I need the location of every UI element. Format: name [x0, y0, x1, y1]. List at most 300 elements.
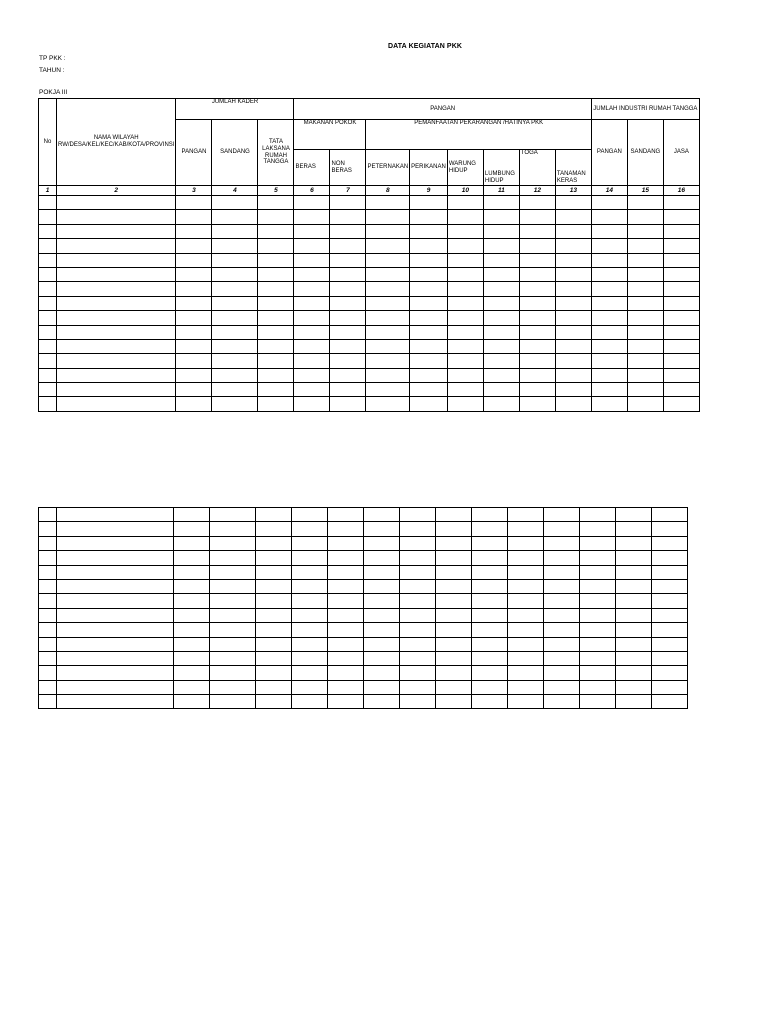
table-cell[interactable]	[57, 325, 176, 339]
table-cell[interactable]	[330, 397, 366, 411]
table-cell[interactable]	[627, 253, 663, 267]
table-cell[interactable]	[258, 368, 294, 382]
table-cell[interactable]	[555, 196, 591, 210]
table-cell[interactable]	[472, 551, 508, 565]
table-cell[interactable]	[292, 508, 328, 522]
table-cell[interactable]	[258, 354, 294, 368]
table-cell[interactable]	[258, 239, 294, 253]
table-cell[interactable]	[366, 383, 410, 397]
table-cell[interactable]	[616, 551, 652, 565]
table-cell[interactable]	[472, 637, 508, 651]
table-cell[interactable]	[627, 224, 663, 238]
table-cell[interactable]	[483, 383, 519, 397]
table-cell[interactable]	[292, 695, 328, 709]
table-cell[interactable]	[447, 296, 483, 310]
table-cell[interactable]	[292, 608, 328, 622]
table-cell[interactable]	[39, 508, 57, 522]
table-cell[interactable]	[436, 536, 472, 550]
table-cell[interactable]	[57, 383, 176, 397]
table-cell[interactable]	[39, 579, 57, 593]
table-cell[interactable]	[616, 637, 652, 651]
table-cell[interactable]	[212, 296, 258, 310]
table-cell[interactable]	[174, 565, 210, 579]
table-cell[interactable]	[176, 224, 212, 238]
table-cell[interactable]	[508, 594, 544, 608]
table-cell[interactable]	[366, 296, 410, 310]
table-cell[interactable]	[256, 695, 292, 709]
table-cell[interactable]	[555, 296, 591, 310]
table-cell[interactable]	[663, 325, 699, 339]
table-cell[interactable]	[176, 354, 212, 368]
table-cell[interactable]	[176, 296, 212, 310]
table-cell[interactable]	[57, 397, 176, 411]
table-cell[interactable]	[483, 267, 519, 281]
table-cell[interactable]	[210, 651, 256, 665]
table-cell[interactable]	[330, 282, 366, 296]
table-cell[interactable]	[436, 565, 472, 579]
table-cell[interactable]	[330, 368, 366, 382]
table-cell[interactable]	[663, 368, 699, 382]
table-cell[interactable]	[436, 666, 472, 680]
table-cell[interactable]	[616, 522, 652, 536]
table-cell[interactable]	[366, 282, 410, 296]
table-cell[interactable]	[580, 637, 616, 651]
table-cell[interactable]	[39, 565, 57, 579]
table-cell[interactable]	[57, 267, 176, 281]
table-cell[interactable]	[39, 311, 57, 325]
table-cell[interactable]	[580, 666, 616, 680]
table-cell[interactable]	[410, 354, 448, 368]
table-cell[interactable]	[292, 651, 328, 665]
table-cell[interactable]	[410, 196, 448, 210]
table-cell[interactable]	[400, 522, 436, 536]
table-cell[interactable]	[330, 267, 366, 281]
table-cell[interactable]	[174, 608, 210, 622]
table-cell[interactable]	[519, 397, 555, 411]
table-cell[interactable]	[210, 565, 256, 579]
table-cell[interactable]	[212, 354, 258, 368]
table-cell[interactable]	[483, 397, 519, 411]
table-cell[interactable]	[294, 196, 330, 210]
table-cell[interactable]	[258, 267, 294, 281]
table-cell[interactable]	[519, 354, 555, 368]
table-cell[interactable]	[447, 325, 483, 339]
table-cell[interactable]	[174, 551, 210, 565]
table-cell[interactable]	[330, 224, 366, 238]
table-cell[interactable]	[483, 224, 519, 238]
table-cell[interactable]	[328, 522, 364, 536]
table-cell[interactable]	[447, 239, 483, 253]
table-cell[interactable]	[591, 397, 627, 411]
table-cell[interactable]	[436, 680, 472, 694]
table-cell[interactable]	[627, 354, 663, 368]
table-cell[interactable]	[210, 536, 256, 550]
table-cell[interactable]	[212, 210, 258, 224]
table-cell[interactable]	[580, 579, 616, 593]
table-cell[interactable]	[364, 522, 400, 536]
table-cell[interactable]	[544, 565, 580, 579]
table-cell[interactable]	[436, 594, 472, 608]
table-cell[interactable]	[544, 680, 580, 694]
table-cell[interactable]	[591, 311, 627, 325]
table-cell[interactable]	[436, 651, 472, 665]
table-cell[interactable]	[616, 608, 652, 622]
table-cell[interactable]	[652, 594, 688, 608]
table-cell[interactable]	[292, 551, 328, 565]
table-cell[interactable]	[410, 383, 448, 397]
table-cell[interactable]	[174, 666, 210, 680]
table-cell[interactable]	[212, 239, 258, 253]
table-cell[interactable]	[410, 239, 448, 253]
table-cell[interactable]	[294, 325, 330, 339]
table-cell[interactable]	[627, 296, 663, 310]
table-cell[interactable]	[436, 522, 472, 536]
table-cell[interactable]	[483, 210, 519, 224]
table-cell[interactable]	[39, 680, 57, 694]
table-cell[interactable]	[410, 368, 448, 382]
table-cell[interactable]	[544, 594, 580, 608]
table-cell[interactable]	[292, 666, 328, 680]
table-cell[interactable]	[258, 210, 294, 224]
table-cell[interactable]	[663, 224, 699, 238]
table-cell[interactable]	[364, 608, 400, 622]
table-cell[interactable]	[258, 224, 294, 238]
table-cell[interactable]	[400, 623, 436, 637]
table-cell[interactable]	[176, 282, 212, 296]
table-cell[interactable]	[57, 210, 176, 224]
table-cell[interactable]	[294, 368, 330, 382]
table-cell[interactable]	[57, 508, 174, 522]
table-cell[interactable]	[212, 383, 258, 397]
table-cell[interactable]	[366, 210, 410, 224]
table-cell[interactable]	[447, 210, 483, 224]
table-cell[interactable]	[176, 311, 212, 325]
table-cell[interactable]	[174, 594, 210, 608]
table-cell[interactable]	[400, 637, 436, 651]
table-cell[interactable]	[627, 383, 663, 397]
table-cell[interactable]	[663, 267, 699, 281]
table-cell[interactable]	[212, 196, 258, 210]
table-cell[interactable]	[292, 536, 328, 550]
table-cell[interactable]	[410, 339, 448, 353]
table-cell[interactable]	[663, 282, 699, 296]
table-cell[interactable]	[57, 339, 176, 353]
table-cell[interactable]	[258, 311, 294, 325]
table-cell[interactable]	[256, 508, 292, 522]
table-cell[interactable]	[580, 695, 616, 709]
table-cell[interactable]	[627, 339, 663, 353]
table-cell[interactable]	[616, 579, 652, 593]
table-cell[interactable]	[555, 267, 591, 281]
table-cell[interactable]	[364, 508, 400, 522]
table-cell[interactable]	[292, 565, 328, 579]
table-cell[interactable]	[366, 397, 410, 411]
table-cell[interactable]	[258, 397, 294, 411]
table-cell[interactable]	[400, 695, 436, 709]
table-cell[interactable]	[176, 267, 212, 281]
table-cell[interactable]	[663, 339, 699, 353]
table-cell[interactable]	[519, 267, 555, 281]
table-cell[interactable]	[544, 551, 580, 565]
table-cell[interactable]	[447, 311, 483, 325]
table-cell[interactable]	[39, 239, 57, 253]
table-cell[interactable]	[652, 637, 688, 651]
table-cell[interactable]	[176, 325, 212, 339]
table-cell[interactable]	[364, 551, 400, 565]
table-cell[interactable]	[663, 383, 699, 397]
table-cell[interactable]	[472, 666, 508, 680]
table-cell[interactable]	[555, 282, 591, 296]
table-cell[interactable]	[519, 383, 555, 397]
table-cell[interactable]	[292, 522, 328, 536]
table-cell[interactable]	[328, 695, 364, 709]
table-cell[interactable]	[519, 282, 555, 296]
table-cell[interactable]	[174, 508, 210, 522]
table-cell[interactable]	[210, 680, 256, 694]
table-cell[interactable]	[447, 383, 483, 397]
table-cell[interactable]	[627, 368, 663, 382]
table-cell[interactable]	[258, 296, 294, 310]
table-cell[interactable]	[436, 579, 472, 593]
table-cell[interactable]	[519, 253, 555, 267]
table-cell[interactable]	[555, 239, 591, 253]
table-cell[interactable]	[508, 565, 544, 579]
table-cell[interactable]	[483, 239, 519, 253]
table-cell[interactable]	[591, 210, 627, 224]
table-cell[interactable]	[652, 536, 688, 550]
table-cell[interactable]	[652, 608, 688, 622]
table-cell[interactable]	[663, 196, 699, 210]
table-cell[interactable]	[366, 253, 410, 267]
table-cell[interactable]	[39, 224, 57, 238]
table-cell[interactable]	[616, 594, 652, 608]
table-cell[interactable]	[400, 651, 436, 665]
table-cell[interactable]	[366, 224, 410, 238]
table-cell[interactable]	[410, 397, 448, 411]
table-cell[interactable]	[57, 551, 174, 565]
table-cell[interactable]	[364, 695, 400, 709]
table-cell[interactable]	[57, 224, 176, 238]
table-cell[interactable]	[616, 680, 652, 694]
table-cell[interactable]	[555, 368, 591, 382]
table-cell[interactable]	[174, 637, 210, 651]
table-cell[interactable]	[57, 637, 174, 651]
table-cell[interactable]	[616, 666, 652, 680]
table-cell[interactable]	[366, 311, 410, 325]
table-cell[interactable]	[400, 508, 436, 522]
table-cell[interactable]	[39, 522, 57, 536]
table-cell[interactable]	[519, 368, 555, 382]
table-cell[interactable]	[258, 325, 294, 339]
table-cell[interactable]	[472, 680, 508, 694]
table-cell[interactable]	[330, 239, 366, 253]
table-cell[interactable]	[519, 296, 555, 310]
table-cell[interactable]	[663, 239, 699, 253]
table-cell[interactable]	[652, 666, 688, 680]
table-cell[interactable]	[410, 311, 448, 325]
table-cell[interactable]	[580, 551, 616, 565]
table-cell[interactable]	[328, 551, 364, 565]
table-cell[interactable]	[57, 368, 176, 382]
table-cell[interactable]	[580, 651, 616, 665]
table-cell[interactable]	[328, 651, 364, 665]
table-cell[interactable]	[591, 224, 627, 238]
table-cell[interactable]	[436, 551, 472, 565]
table-cell[interactable]	[519, 311, 555, 325]
table-cell[interactable]	[508, 695, 544, 709]
table-cell[interactable]	[212, 339, 258, 353]
table-cell[interactable]	[580, 565, 616, 579]
table-cell[interactable]	[330, 383, 366, 397]
table-cell[interactable]	[330, 311, 366, 325]
table-cell[interactable]	[212, 282, 258, 296]
table-cell[interactable]	[364, 666, 400, 680]
table-cell[interactable]	[472, 536, 508, 550]
table-cell[interactable]	[176, 339, 212, 353]
table-cell[interactable]	[330, 325, 366, 339]
table-cell[interactable]	[294, 253, 330, 267]
table-cell[interactable]	[57, 354, 176, 368]
table-cell[interactable]	[330, 339, 366, 353]
table-cell[interactable]	[292, 623, 328, 637]
table-cell[interactable]	[400, 594, 436, 608]
table-cell[interactable]	[366, 339, 410, 353]
table-cell[interactable]	[210, 579, 256, 593]
table-cell[interactable]	[544, 651, 580, 665]
table-cell[interactable]	[400, 608, 436, 622]
table-cell[interactable]	[57, 253, 176, 267]
table-cell[interactable]	[663, 397, 699, 411]
table-cell[interactable]	[652, 508, 688, 522]
table-cell[interactable]	[364, 594, 400, 608]
table-cell[interactable]	[39, 637, 57, 651]
table-cell[interactable]	[256, 608, 292, 622]
table-cell[interactable]	[483, 354, 519, 368]
table-cell[interactable]	[591, 282, 627, 296]
table-cell[interactable]	[364, 637, 400, 651]
table-cell[interactable]	[212, 325, 258, 339]
table-cell[interactable]	[328, 623, 364, 637]
table-cell[interactable]	[328, 579, 364, 593]
table-cell[interactable]	[410, 296, 448, 310]
table-cell[interactable]	[57, 623, 174, 637]
table-cell[interactable]	[652, 551, 688, 565]
table-cell[interactable]	[256, 551, 292, 565]
table-cell[interactable]	[256, 651, 292, 665]
table-cell[interactable]	[328, 666, 364, 680]
table-cell[interactable]	[212, 253, 258, 267]
table-cell[interactable]	[210, 623, 256, 637]
table-cell[interactable]	[258, 253, 294, 267]
table-cell[interactable]	[591, 339, 627, 353]
table-cell[interactable]	[483, 325, 519, 339]
table-cell[interactable]	[212, 267, 258, 281]
table-cell[interactable]	[400, 551, 436, 565]
table-cell[interactable]	[174, 623, 210, 637]
table-cell[interactable]	[544, 637, 580, 651]
table-cell[interactable]	[39, 397, 57, 411]
table-cell[interactable]	[210, 608, 256, 622]
table-cell[interactable]	[294, 339, 330, 353]
table-cell[interactable]	[447, 224, 483, 238]
table-cell[interactable]	[436, 508, 472, 522]
table-cell[interactable]	[555, 311, 591, 325]
table-cell[interactable]	[57, 695, 174, 709]
table-cell[interactable]	[174, 536, 210, 550]
table-cell[interactable]	[616, 565, 652, 579]
table-cell[interactable]	[364, 680, 400, 694]
table-cell[interactable]	[328, 508, 364, 522]
table-cell[interactable]	[366, 196, 410, 210]
table-cell[interactable]	[472, 608, 508, 622]
table-cell[interactable]	[174, 695, 210, 709]
table-cell[interactable]	[410, 267, 448, 281]
table-cell[interactable]	[212, 311, 258, 325]
table-cell[interactable]	[591, 325, 627, 339]
table-cell[interactable]	[410, 325, 448, 339]
table-cell[interactable]	[39, 695, 57, 709]
table-cell[interactable]	[39, 666, 57, 680]
table-cell[interactable]	[212, 224, 258, 238]
table-cell[interactable]	[508, 623, 544, 637]
table-cell[interactable]	[472, 522, 508, 536]
table-cell[interactable]	[627, 311, 663, 325]
table-cell[interactable]	[519, 325, 555, 339]
table-cell[interactable]	[292, 594, 328, 608]
table-cell[interactable]	[210, 522, 256, 536]
table-cell[interactable]	[519, 196, 555, 210]
table-cell[interactable]	[294, 224, 330, 238]
table-cell[interactable]	[616, 651, 652, 665]
table-cell[interactable]	[294, 282, 330, 296]
table-cell[interactable]	[616, 536, 652, 550]
table-cell[interactable]	[663, 210, 699, 224]
table-cell[interactable]	[508, 666, 544, 680]
table-cell[interactable]	[39, 608, 57, 622]
table-cell[interactable]	[483, 296, 519, 310]
table-cell[interactable]	[436, 608, 472, 622]
table-cell[interactable]	[447, 397, 483, 411]
table-cell[interactable]	[364, 623, 400, 637]
table-cell[interactable]	[410, 253, 448, 267]
table-cell[interactable]	[176, 210, 212, 224]
table-cell[interactable]	[330, 253, 366, 267]
table-cell[interactable]	[627, 282, 663, 296]
table-cell[interactable]	[57, 565, 174, 579]
table-cell[interactable]	[508, 508, 544, 522]
table-cell[interactable]	[508, 579, 544, 593]
table-cell[interactable]	[508, 651, 544, 665]
table-cell[interactable]	[174, 680, 210, 694]
table-cell[interactable]	[176, 239, 212, 253]
table-cell[interactable]	[210, 594, 256, 608]
table-cell[interactable]	[39, 282, 57, 296]
table-cell[interactable]	[591, 383, 627, 397]
table-cell[interactable]	[174, 522, 210, 536]
table-cell[interactable]	[210, 551, 256, 565]
table-cell[interactable]	[256, 623, 292, 637]
table-cell[interactable]	[366, 354, 410, 368]
table-cell[interactable]	[508, 551, 544, 565]
table-cell[interactable]	[519, 210, 555, 224]
table-cell[interactable]	[663, 296, 699, 310]
table-cell[interactable]	[627, 397, 663, 411]
table-cell[interactable]	[555, 383, 591, 397]
table-cell[interactable]	[57, 296, 176, 310]
table-cell[interactable]	[174, 579, 210, 593]
table-cell[interactable]	[580, 508, 616, 522]
table-cell[interactable]	[472, 651, 508, 665]
